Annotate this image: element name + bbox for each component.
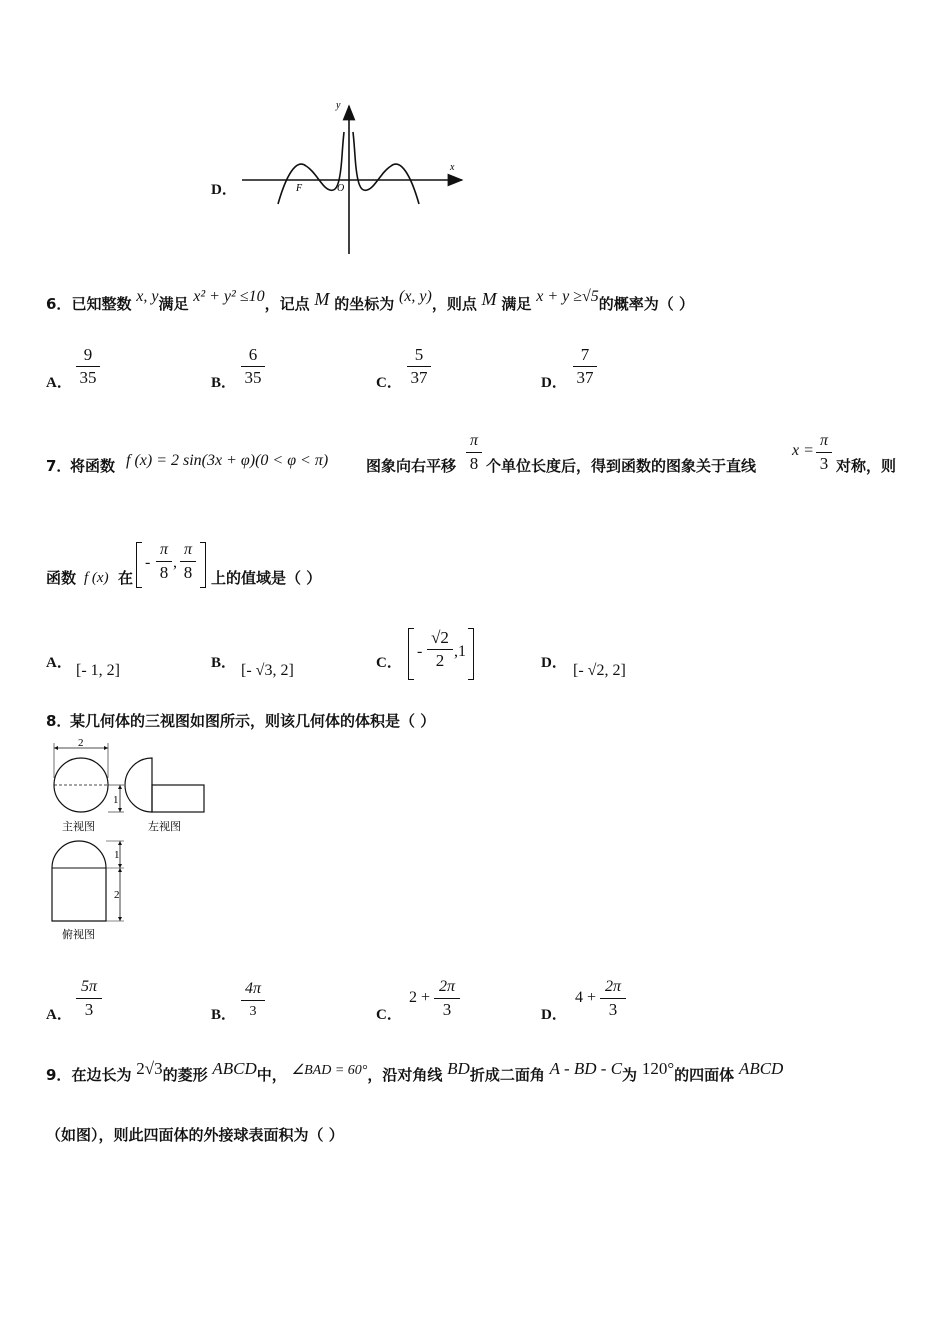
y-axis-label: y — [336, 100, 341, 111]
side-view-half-disk — [125, 758, 152, 812]
q6-math-coord: (x, y) — [398, 288, 432, 305]
q7-line-lhs: x = — [792, 442, 814, 459]
q9-number: 9． — [46, 1066, 72, 1084]
side-view-label: 左视图 — [148, 820, 181, 833]
q7-option-a-value[interactable]: [- 1, 2] — [76, 662, 120, 679]
q8-option-d-prefix[interactable]: 4 + — [575, 989, 597, 1006]
q7-option-b-label[interactable]: B． — [211, 655, 237, 671]
q6-math-ineq: x² + y² ≤10 — [193, 288, 265, 305]
curve-left — [278, 132, 344, 204]
q9-math-abcd: ABCD — [212, 1059, 257, 1078]
q6-option-a-label[interactable]: A． — [46, 375, 72, 391]
curve-right — [353, 132, 419, 204]
front-height-label: 1 — [113, 794, 119, 806]
q7-math-fx: f (x) — [84, 570, 109, 586]
q6-stem: 6．已知整数 x, y满足 x² + y² ≤10，记点 M 的坐标为 (x, y)，则点 M 满足 x + y ≥√5的概率为（ ） — [46, 288, 695, 313]
q9-math-angle: ∠BAD = 60° — [291, 1063, 368, 1078]
x-axis-label: x — [450, 162, 455, 173]
q6-option-d-label[interactable]: D． — [541, 375, 567, 391]
q6-option-b-label[interactable]: B． — [211, 375, 237, 391]
q7-option-d-label[interactable]: D． — [541, 655, 567, 671]
q6-option-c-label[interactable]: C． — [376, 375, 402, 391]
q7-option-c-label[interactable]: C． — [376, 655, 402, 671]
q7-number: 7． — [46, 457, 72, 475]
q7-option-c-value[interactable]: - √2 2 ,1 — [408, 626, 474, 682]
q6-option-a-value[interactable]: 9 35 — [76, 345, 100, 388]
q7-interval: - π 8 , π 8 — [136, 540, 206, 590]
q6-option-d-value[interactable]: 7 37 — [573, 345, 597, 388]
q7-option-a-label[interactable]: A． — [46, 655, 72, 671]
q9-math-dihedral: A - BD - C — [549, 1059, 623, 1078]
front-view-label: 主视图 — [62, 820, 95, 833]
origin-label: O — [337, 183, 345, 194]
q7-option-d-value[interactable]: [- √2, 2] — [573, 662, 626, 679]
q9-stem-line2: （如图），则此四面体的外接球表面积为（ ） — [46, 1126, 344, 1144]
q8-option-d-label[interactable]: D． — [541, 1007, 567, 1023]
top-dim-1-label: 1 — [114, 849, 120, 861]
top-view-shape — [52, 841, 106, 921]
q6-option-b-value[interactable]: 6 35 — [241, 345, 265, 388]
q6-math-m2: M — [481, 289, 497, 309]
q9-math-side: 2√3 — [136, 1059, 163, 1078]
q5-function-graph — [236, 96, 472, 258]
q8-option-b-value[interactable]: 4π 3 — [241, 979, 265, 1022]
q9-math-bd: BD — [447, 1059, 470, 1078]
point-f-label: F — [296, 183, 303, 194]
q8-three-views — [44, 738, 214, 948]
top-view-label: 俯视图 — [62, 928, 95, 941]
q7-shift-fraction: π 8 — [466, 431, 482, 474]
q9-stem: 9．在边长为 2√3的菱形 ABCD中， ∠BAD = 60°，沿对角线 BD折成二面角 A - BD - C为 120°的四面体 ABCD — [46, 1059, 784, 1084]
q8-number: 8． — [46, 712, 72, 730]
q7-line-fraction: π 3 — [816, 431, 832, 474]
q9-math-abcd2: ABCD — [738, 1059, 784, 1078]
q8-option-c-prefix[interactable]: 2 + — [409, 989, 431, 1006]
q7-option-b-value[interactable]: [- √3, 2] — [241, 662, 294, 679]
q8-option-c-value[interactable]: 2π 3 — [434, 977, 460, 1020]
q8-option-d-value[interactable]: 2π 3 — [600, 977, 626, 1020]
side-view-rect — [152, 785, 204, 812]
q5-option-d-label: D． — [211, 182, 237, 198]
front-width-label: 2 — [78, 738, 84, 749]
q6-math-cond: x + y ≥√5 — [536, 288, 599, 305]
q7-math-function: f (x) = 2 sin(3x + φ)(0 < φ < π) — [126, 452, 329, 469]
q9-math-120: 120° — [641, 1059, 675, 1078]
q8-option-b-label[interactable]: B． — [211, 1007, 237, 1023]
q8-option-a-value[interactable]: 5π 3 — [76, 977, 102, 1020]
q6-number: 6． — [46, 295, 72, 313]
top-dim-2-label: 2 — [114, 889, 120, 901]
q6-math-xy: x, y — [136, 288, 159, 305]
q6-math-m: M — [314, 289, 330, 309]
q8-option-c-label[interactable]: C． — [376, 1007, 402, 1023]
q8-stem: 某几何体的三视图如图所示，则该几何体的体积是（ ） — [70, 712, 436, 730]
q6-option-c-value[interactable]: 5 37 — [407, 345, 431, 388]
q8-option-a-label[interactable]: A． — [46, 1007, 72, 1023]
